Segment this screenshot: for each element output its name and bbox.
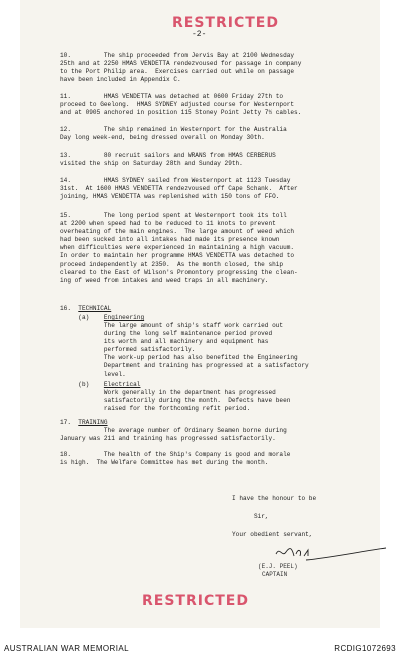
page-number: -2-: [192, 30, 207, 39]
paragraph-16a-body: The large amount of ship's staff work carried out during the long self maintenance period proved its worth and all machinery and equipment has performed satisfactorily. The work-up period has also benefited the Engineering Department and training has progressed at a satisfactory level.: [103, 322, 309, 378]
archive-footer: [0, 630, 400, 654]
paragraph-17-number: 17.: [60, 419, 79, 426]
paragraph-18: 18. The health of the Ship's Company is good and morale is high. The Welfare Committee has met during the month.: [60, 451, 291, 467]
technical-heading: TECHNICAL: [78, 305, 112, 312]
paragraph-17-body: The average number of Ordinary Seamen borne during January was 211 and training has progressed satisfactorily.: [60, 427, 287, 443]
paragraph-10: 10. The ship proceeded from Jervis Bay at 2100 Wednesday 25th and at 2250 HMAS VENDETTA rendezvoused for passage in company to the Port Philip area. Exercises carried out while on passage have been included in Appendix C.: [60, 52, 302, 84]
paragraph-16a-heading: [60, 314, 144, 322]
paragraph-15: 15. The long period spent at Westernport took its toll at 2200 when speed had to be reduced to 11 knots to prevent overheating of the main engines. The large amount of weed which had been sucked into all intakes had made its presence known when difficulties were experienced in maintaining a high vacuum. In order to maintain her programme HMAS VENDETTA was detached to proceed independently at 2350. As the month closed, the ship cleared to the East of Wilson's Promontory progressing the clean- ing of weed from intakes and weed traps in all machinery.: [60, 212, 298, 284]
paragraph-17-heading: [60, 419, 108, 427]
paragraph-13: 13. 80 recruit sailors and WRANS from HMAS CERBERUS visited the ship on Saturday 28th and Sunday 29th.: [60, 152, 276, 168]
paragraph-12: 12. The ship remained in Westernport for the Australia Day long week-end, being dressed overall on Monday 30th.: [60, 126, 287, 142]
item-b-marker: (b): [60, 381, 104, 388]
engineering-heading: Engineering: [103, 314, 145, 321]
paragraph-11: 11. HMAS VENDETTA was detached at 0600 Friday 27th to proceed to Geelong. HMAS SYDNEY adjusted course for Westernport and at 0905 anchored in position 115 Stoney Point Jetty 7½ cables.: [60, 93, 302, 117]
paragraph-16b-body: Work generally in the department has progressed satisfactorily during the month. Defects have been raised for the forthcoming refit period.: [103, 389, 291, 413]
training-heading: TRAINING: [78, 419, 108, 426]
paragraph-16-number: 16.: [60, 305, 79, 312]
item-a-marker: (a): [60, 314, 104, 321]
electrical-heading: Electrical: [103, 381, 141, 388]
archive-reference: RCDIG1072693: [334, 644, 396, 653]
paragraph-16b-heading: [60, 381, 140, 389]
restricted-stamp-top: RESTRICTED: [172, 15, 279, 31]
signatory-rank: CAPTAIN: [262, 571, 288, 578]
signatory-name: (E.J. PEEL): [258, 563, 298, 570]
archive-name: AUSTRALIAN WAR MEMORIAL: [4, 644, 129, 653]
paragraph-16-heading: [60, 305, 111, 313]
restricted-stamp-bottom: RESTRICTED: [142, 593, 249, 609]
closing-salutation: I have the honour to be Sir, Your obedient servant,: [232, 495, 317, 538]
paragraph-14: 14. HMAS SYDNEY sailed from Westernport at 1123 Tuesday 31st. At 1600 HMAS VENDETTA rendezvoused off Cape Schank. After joining, HMAS VENDETTA was replenished with 150 tons of FFO.: [60, 177, 298, 201]
